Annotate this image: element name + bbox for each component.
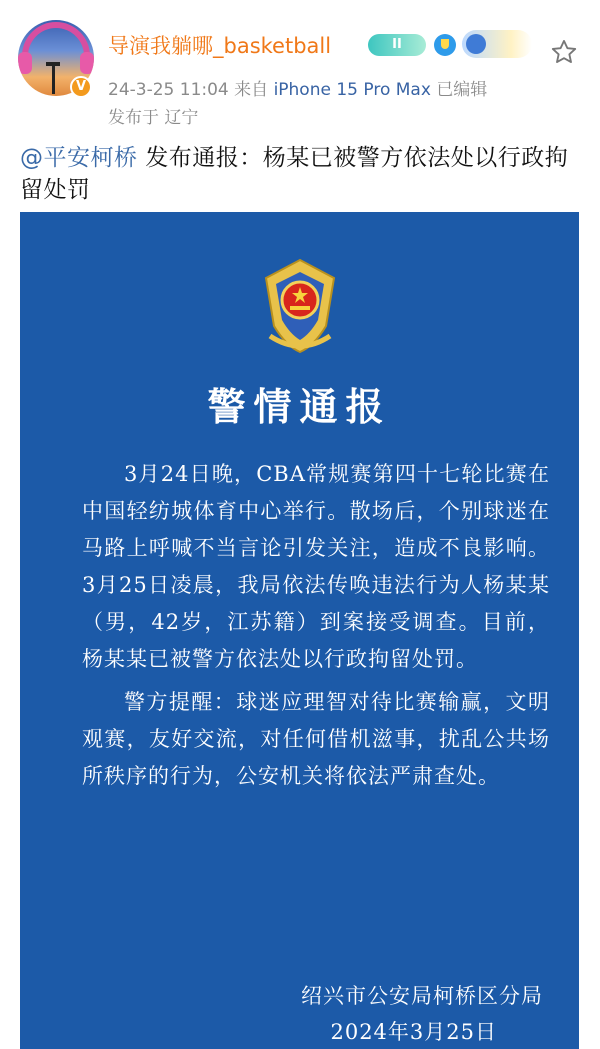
notice-signature: 绍兴市公安局柯桥区分局 [301,984,543,1008]
police-emblem-icon [256,256,344,356]
police-notice-image[interactable] [20,212,579,1049]
notice-body [82,456,550,795]
post-body: 发布通报：杨某已被警方依法处以行政拘留处罚 [20,145,569,203]
notice-paragraph: 3月24日晚，CBA常规赛第四十七轮比赛在中国轻纺城体育中心举行。散场后，个别球迷在马路上呼喊不当言论引发关注，造成不良影响。3月25日凌晨，我局依法传唤违法行为人杨某某（男，42岁，江苏籍）到案接受调查。目前，杨某某已被警方依法处以行政拘留处罚。 [82,462,550,671]
post-header [0,0,600,130]
device-source[interactable]: iPhone 15 Pro Max [273,80,431,100]
mention-link[interactable]: @平安柯桥 [20,145,138,171]
shield-badge-icon[interactable] [434,34,456,56]
notice-title: 警情通报 [207,384,392,429]
level-badge-icon[interactable]: II [368,34,426,56]
from-label: 来自 [234,80,269,100]
verified-badge-icon: V [70,76,92,98]
post-time: 24-3-25 11:04 [108,80,229,100]
decoration-badge-icon [462,30,532,58]
notice-paragraph: 警方提醒：球迷应理智对待比赛输赢，文明观赛，友好交流，对任何借机滋事，扰乱公共场所秩序的行为，公安机关将依法严肃查处。 [82,690,550,788]
post-meta [108,75,487,100]
post-location: 发布于 辽宁 [108,108,199,128]
street-lamp-icon [52,64,55,94]
edited-label[interactable]: 已编辑 [436,80,488,100]
notice-date: 2024年3月25日 [330,1020,497,1044]
post-text [20,142,585,206]
username[interactable]: 导演我躺哪_basketball [108,34,332,58]
star-icon[interactable] [550,38,578,66]
